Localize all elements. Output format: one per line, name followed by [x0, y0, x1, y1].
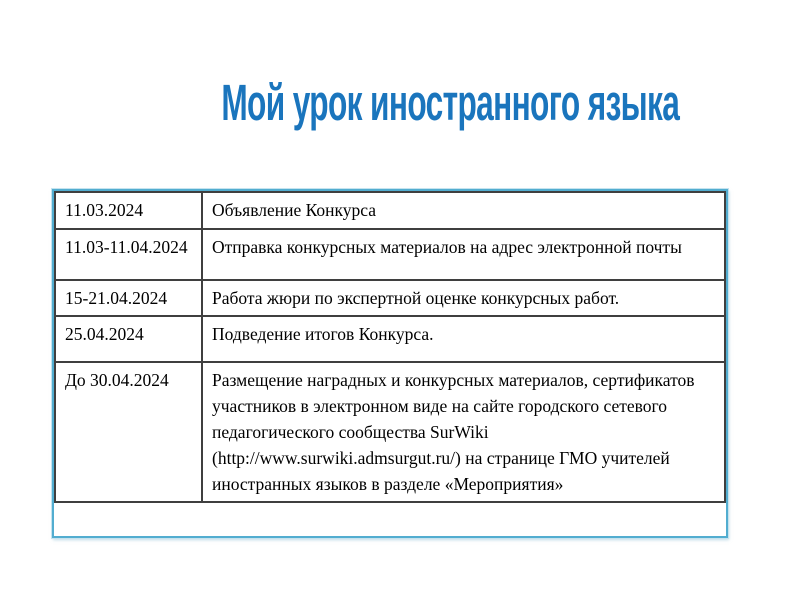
schedule-table — [54, 191, 726, 503]
schedule-table-body — [55, 192, 725, 502]
table-row — [55, 362, 725, 502]
schedule-table-frame — [52, 189, 728, 538]
date-cell: До 30.04.2024 — [55, 362, 202, 502]
event-cell: Работа жюри по экспертной оценке конкурсных работ. — [202, 280, 725, 316]
date-cell: 11.03-11.04.2024 — [55, 229, 202, 280]
date-cell: 11.03.2024 — [55, 192, 202, 229]
table-row — [55, 316, 725, 362]
slide-title — [81, 76, 799, 130]
date-cell: 15-21.04.2024 — [55, 280, 202, 316]
event-cell: Отправка конкурсных материалов на адрес электронной почты — [202, 229, 725, 280]
empty-row — [54, 503, 726, 536]
event-cell: Объявление Конкурса — [202, 192, 725, 229]
table-row — [55, 229, 725, 280]
event-cell: Размещение наградных и конкурсных материалов, сертификатов участников в электронном виде на сайте городского сетевого педагогического сообщества SurWiki (http://www.surwiki.admsurgut.ru/) на странице ГМО учителей иностранных языков в разделе «Мероприятия» — [202, 362, 725, 502]
event-cell: Подведение итогов Конкурса. — [202, 316, 725, 362]
table-row — [55, 280, 725, 316]
table-row — [55, 192, 725, 229]
slide-title-text: Мой урок иностранного языка — [221, 74, 680, 131]
date-cell: 25.04.2024 — [55, 316, 202, 362]
